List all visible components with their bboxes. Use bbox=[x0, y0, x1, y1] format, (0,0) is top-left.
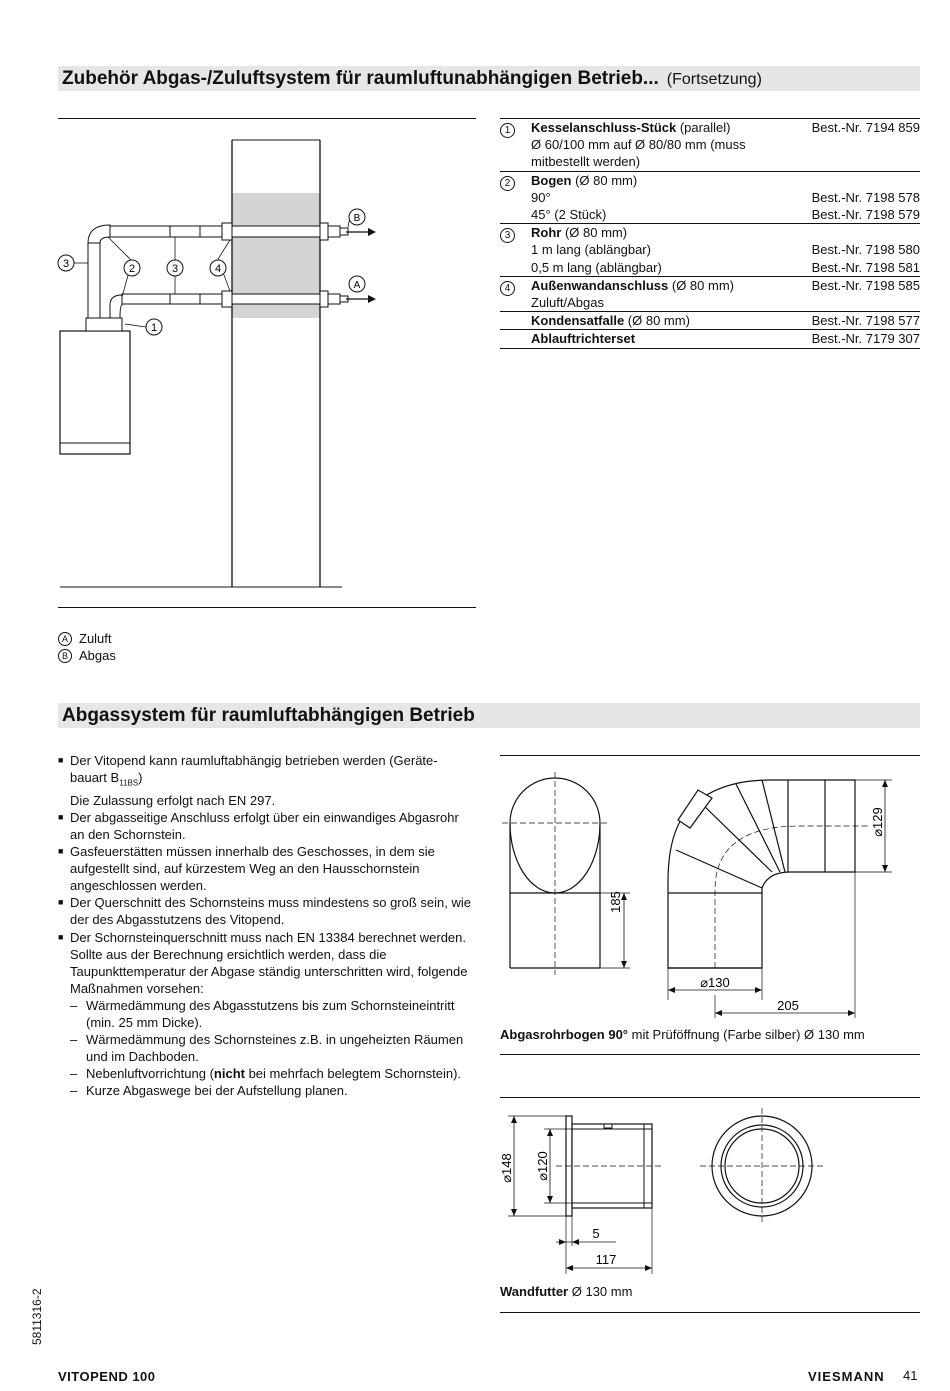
part-name: Außenwandanschluss bbox=[531, 277, 669, 293]
product-name: VITOPEND 100 bbox=[58, 1369, 156, 1384]
order-number: Best.-Nr. 7198 585 bbox=[811, 277, 920, 293]
section-heading-accessories bbox=[58, 66, 920, 91]
part-name: Kondensatfalle bbox=[531, 313, 625, 329]
vertical-pipe bbox=[88, 243, 100, 318]
flue-installation-diagram bbox=[50, 125, 480, 595]
part-line: 90° bbox=[531, 189, 551, 205]
dim-148: ⌀148 bbox=[499, 1153, 514, 1183]
dim-185: 185 bbox=[608, 891, 623, 913]
part-number: 1 bbox=[500, 123, 515, 138]
sub-list-item: – Kurze Abgaswege bei der Aufstellung planen. bbox=[70, 1083, 348, 1099]
sub-list-item: – Nebenluftvorrichtung (nicht bei mehrfach belegtem Schornstein). bbox=[70, 1066, 462, 1082]
callout-4 bbox=[210, 260, 226, 276]
part-spec: (Ø 80 mm) bbox=[624, 313, 690, 329]
part-number: 2 bbox=[500, 176, 515, 191]
order-number: Best.-Nr. 7198 579 bbox=[811, 207, 920, 223]
part-number: 3 bbox=[500, 228, 515, 243]
part-line: Zuluft/Abgas bbox=[531, 295, 604, 311]
page-number: 41 bbox=[903, 1368, 918, 1383]
part-line: mitbestellt werden) bbox=[531, 154, 641, 170]
elbow-caption: Abgasrohrbogen 90° mit Prüföffnung (Farbe silber) Ø 130 mm bbox=[500, 1027, 865, 1042]
callout-label: 1 bbox=[150, 322, 158, 334]
list-item: ■ Der Schornsteinquerschnitt muss nach EN 13384 berechnet werden. bbox=[58, 929, 466, 945]
part-name: Kesselanschluss-Stück bbox=[531, 120, 677, 135]
elbow-drawing bbox=[500, 760, 920, 1020]
callout-label: B bbox=[353, 213, 361, 224]
part-line: Ø 60/100 mm auf Ø 80/80 mm (muss bbox=[531, 137, 746, 153]
parts-table bbox=[500, 118, 920, 349]
callout-B bbox=[349, 209, 365, 225]
diagram-top-rule bbox=[58, 118, 476, 119]
sub-list-item: – Wärmedämmung des Abgasstutzens bis zum Schornsteineintritt (min. 25 mm Dicke). bbox=[70, 997, 455, 1030]
callout-label: A bbox=[353, 280, 361, 291]
callout-2 bbox=[124, 260, 140, 276]
callout-label: 4 bbox=[214, 263, 222, 275]
elbow-bottom-rule bbox=[500, 1054, 920, 1055]
parts-row-4 bbox=[500, 276, 920, 311]
document-number: 5811316-2 bbox=[30, 1288, 44, 1345]
part-spec: (Ø 80 mm) bbox=[668, 277, 734, 293]
legend-item bbox=[58, 647, 116, 664]
legend-key: B bbox=[58, 649, 72, 663]
legend-text: Abgas bbox=[79, 648, 116, 664]
brand-logo: VIESMANN bbox=[808, 1369, 885, 1384]
diagram-bottom-rule bbox=[58, 607, 476, 608]
list-item: ■ Der Vitopend kann raumluftabhängig betrieben werden (Geräte- bauart $B_{11BS}$) Die Zulassung erfolgt nach EN 297. bbox=[58, 753, 438, 808]
part-name: Ablauftrichterset bbox=[531, 331, 636, 347]
list-item: ■ Der abgasseitige Anschluss erfolgt über ein einwandiges Abgasrohr an den Schornstein. bbox=[58, 809, 459, 842]
list-item: ■ Der Querschnitt des Schornsteins muss mindestens so groß sein, wie der des Abgasstutzens des Vitopend. bbox=[58, 895, 472, 928]
part-spec: (parallel) bbox=[676, 120, 731, 135]
section-continuation: (Fortsetzung) bbox=[666, 71, 762, 88]
section-heading-flue-system bbox=[58, 703, 920, 728]
part-line: 0,5 m lang (ablängbar) bbox=[531, 259, 662, 275]
parts-row-3 bbox=[500, 223, 920, 276]
order-number: Best.-Nr. 7194 859 bbox=[811, 120, 920, 135]
callout-3-left bbox=[58, 255, 74, 271]
order-number: Best.-Nr. 7198 577 bbox=[811, 313, 920, 329]
wall-sleeve-drawing bbox=[496, 1104, 920, 1278]
callout-label: 3 bbox=[62, 258, 70, 270]
diagram-legend bbox=[58, 630, 116, 665]
order-number: Best.-Nr. 7198 581 bbox=[811, 259, 920, 275]
part-name: Bogen bbox=[531, 172, 572, 188]
sleeve-bottom-rule bbox=[500, 1312, 920, 1313]
sleeve-top-rule bbox=[500, 1097, 920, 1098]
order-number: Best.-Nr. 7179 307 bbox=[811, 331, 920, 347]
dim-205: 205 bbox=[777, 998, 799, 1013]
dim-120: ⌀120 bbox=[535, 1151, 550, 1181]
parts-row-5 bbox=[500, 311, 920, 329]
dim-117: 117 bbox=[595, 1252, 617, 1267]
list-item: ■ Gasfeuerstätten müssen innerhalb des Geschosses, in dem sie aufgestellt sind, auf kürzestem Weg an den Hausschornstein angeschlossen werden. bbox=[58, 844, 435, 894]
boiler-connector bbox=[86, 318, 122, 331]
section-title: Abgassystem für raumluftabhängigen Betrieb bbox=[62, 705, 475, 726]
dim-5: 5 bbox=[592, 1226, 600, 1241]
dim-129: ⌀129 bbox=[870, 807, 885, 837]
part-name: Rohr bbox=[531, 225, 562, 241]
parts-row-2 bbox=[500, 171, 920, 224]
part-spec: (Ø 80 mm) bbox=[561, 225, 628, 241]
sleeve-caption: Wandfutter Ø 130 mm bbox=[500, 1284, 633, 1299]
sub-list-item: – Wärmedämmung des Schornsteines z.B. in ungeheizten Räumen und im Dachboden. bbox=[70, 1032, 464, 1065]
order-number: Best.-Nr. 7198 578 bbox=[811, 189, 920, 205]
section-title: Zubehör Abgas-/Zuluftsystem für raumluftunabhängigen Betrieb... bbox=[62, 68, 659, 89]
callout-3-middle bbox=[167, 260, 183, 276]
callout-1 bbox=[146, 319, 162, 335]
part-number: 4 bbox=[500, 281, 515, 296]
order-number: Best.-Nr. 7198 580 bbox=[811, 242, 920, 258]
boiler-body bbox=[60, 331, 130, 454]
part-line: 1 m lang (ablängbar) bbox=[531, 242, 651, 258]
legend-text: Zuluft bbox=[79, 631, 112, 646]
part-spec: (Ø 80 mm) bbox=[571, 172, 638, 188]
part-line: 45° (2 Stück) bbox=[531, 207, 607, 223]
callout-A bbox=[349, 276, 365, 292]
dim-130: ⌀130 bbox=[700, 975, 730, 990]
callout-label: 2 bbox=[128, 263, 136, 275]
callout-label: 3 bbox=[171, 263, 179, 275]
parts-row-1 bbox=[500, 118, 920, 171]
parts-row-6 bbox=[500, 329, 920, 348]
requirements-list bbox=[58, 752, 476, 1099]
legend-item bbox=[58, 630, 116, 647]
elbow-top-rule bbox=[500, 755, 920, 756]
legend-key: A bbox=[58, 632, 72, 646]
list-paragraph: Sollte aus der Berechnung ersichtlich werden, dass die Taupunkttemperatur der Abgase ständig unterschritten wird, folgende Maßnahmen vorsehen: bbox=[70, 946, 468, 996]
